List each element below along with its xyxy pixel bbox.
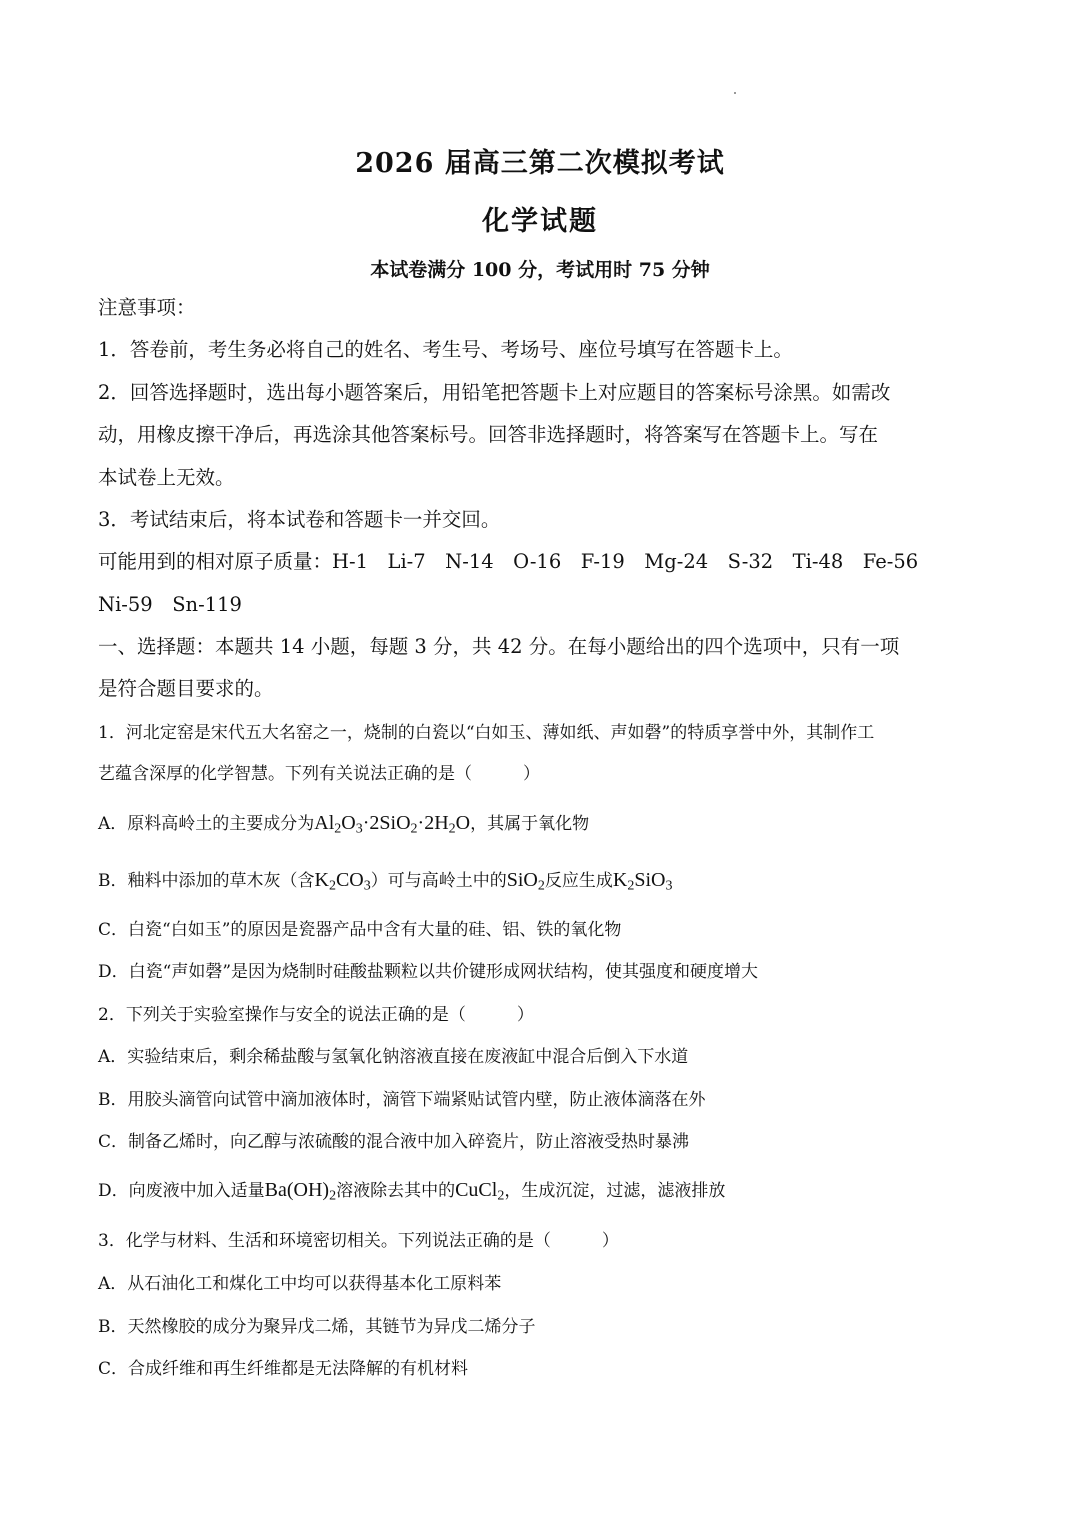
q1-option-b [98, 868, 984, 893]
exam-title: 2026 届高三第二次模拟考试 [355, 148, 725, 179]
k2co3-formula: $K_2CO_3$ [314, 869, 371, 894]
notice-item-1: 1．答卷前，考生务必将自己的姓名、考生号、考场号、座位号填写在答题卡上。 [98, 338, 793, 361]
kaolin-formula: $Al_2O_3\cdot 2SiO_2\cdot 2H_2O$ [314, 812, 471, 837]
q2-option-a: A．实验结束后，剩余稀盐酸与氢氧化钠溶液直接在废液缸中混合后倒入下水道 [98, 1047, 689, 1067]
exam-info: 本试卷满分 100 分，考试用时 75 分钟 [370, 259, 710, 281]
q2-option-d [98, 1178, 984, 1203]
q1-option-b-mid2: 反应生成 [544, 871, 613, 891]
notice-item-2-line-2: 动，用橡皮擦干净后，再选涂其他答案标号。回答非选择题时，将答案写在答题卡上。写在 [98, 423, 879, 446]
q1-option-d: D．白瓷“声如磬”是因为烧制时硅酸盐颗粒以共价键形成网状结构，使其强度和硬度增大 [98, 962, 759, 982]
q1-stem-line-1: 1．河北定窑是宋代五大名窑之一，烧制的白瓷以“白如玉、薄如纸、声如磬”的特质享誉中外，其制作工 [98, 723, 875, 743]
atomic-mass-line-1: 可能用到的相对原子质量：H-1 Li-7 N-14 O-16 F-19 Mg-24 S-32 Ti-48 Fe-56 [98, 550, 919, 573]
q1-option-a-tail: ，其属于氧化物 [470, 814, 590, 834]
q3-option-c: C．合成纤维和再生纤维都是无法降解的有机材料 [98, 1359, 469, 1379]
q2-option-d-text: D．向废液中加入适量 [98, 1181, 265, 1201]
q1-stem-line-2: 艺蕴含深厚的化学智慧。下列有关说法正确的是（ ） [98, 764, 540, 784]
k2sio3-formula: $K_2SiO_3$ [612, 869, 673, 894]
cucl2-formula: CuCl$_2$ [455, 1179, 505, 1204]
baoh2-formula: $Ba(OH)_2$ [264, 1179, 337, 1204]
q2-option-b: B．用胶头滴管向试管中滴加液体时，滴管下端紧贴试管内壁，防止液体滴落在外 [98, 1090, 706, 1110]
sio2-formula: SiO$_2$ [506, 869, 545, 894]
q2-option-c: C．制备乙烯时，向乙醇与浓硫酸的混合液中加入碎瓷片，防止溶液受热时暴沸 [98, 1132, 690, 1152]
q2-option-d-mid: 溶液除去其中的 [336, 1181, 456, 1201]
notice-item-3: 3．考试结束后，将本试卷和答题卡一并交回。 [98, 508, 501, 531]
q1-option-b-mid: ）可与高岭土中的 [370, 871, 507, 891]
notice-heading: 注意事项： [98, 296, 196, 319]
q2-option-d-tail: ，生成沉淀，过滤，滤液排放 [504, 1181, 726, 1201]
q3-stem: 3．化学与材料、生活和环境密切相关。下列说法正确的是（ ） [98, 1231, 619, 1251]
q1-option-c: C．白瓷“白如玉”的原因是瓷器产品中含有大量的硅、铝、铁的氧化物 [98, 920, 622, 940]
section-1-heading-line-1: 一、选择题：本题共 14 小题，每题 3 分，共 42 分。在每小题给出的四个选项中，只有一项 [98, 635, 900, 658]
section-1-heading-line-2: 是符合题目要求的。 [98, 677, 274, 700]
subject-title: 化学试题 [482, 206, 598, 237]
scan-speck [734, 92, 736, 94]
q1-option-b-text: B．釉料中添加的草木灰（含 [98, 871, 315, 891]
q1-option-a-text: A．原料高岭土的主要成分为 [98, 814, 315, 834]
q2-stem: 2．下列关于实验室操作与安全的说法正确的是（ ） [98, 1005, 534, 1025]
atomic-mass-line-2: Ni-59 Sn-119 [98, 593, 242, 616]
q3-option-b: B．天然橡胶的成分为聚异戊二烯，其链节为异戊二烯分子 [98, 1317, 536, 1337]
q1-option-a [98, 811, 984, 836]
q3-option-a: A．从石油化工和煤化工中均可以获得基本化工原料苯 [98, 1274, 502, 1294]
notice-item-2-line-1: 2．回答选择题时，选出每小题答案后，用铅笔把答题卡上对应题目的答案标号涂黑。如需改 [98, 381, 891, 404]
notice-item-2-line-3: 本试卷上无效。 [98, 466, 235, 489]
